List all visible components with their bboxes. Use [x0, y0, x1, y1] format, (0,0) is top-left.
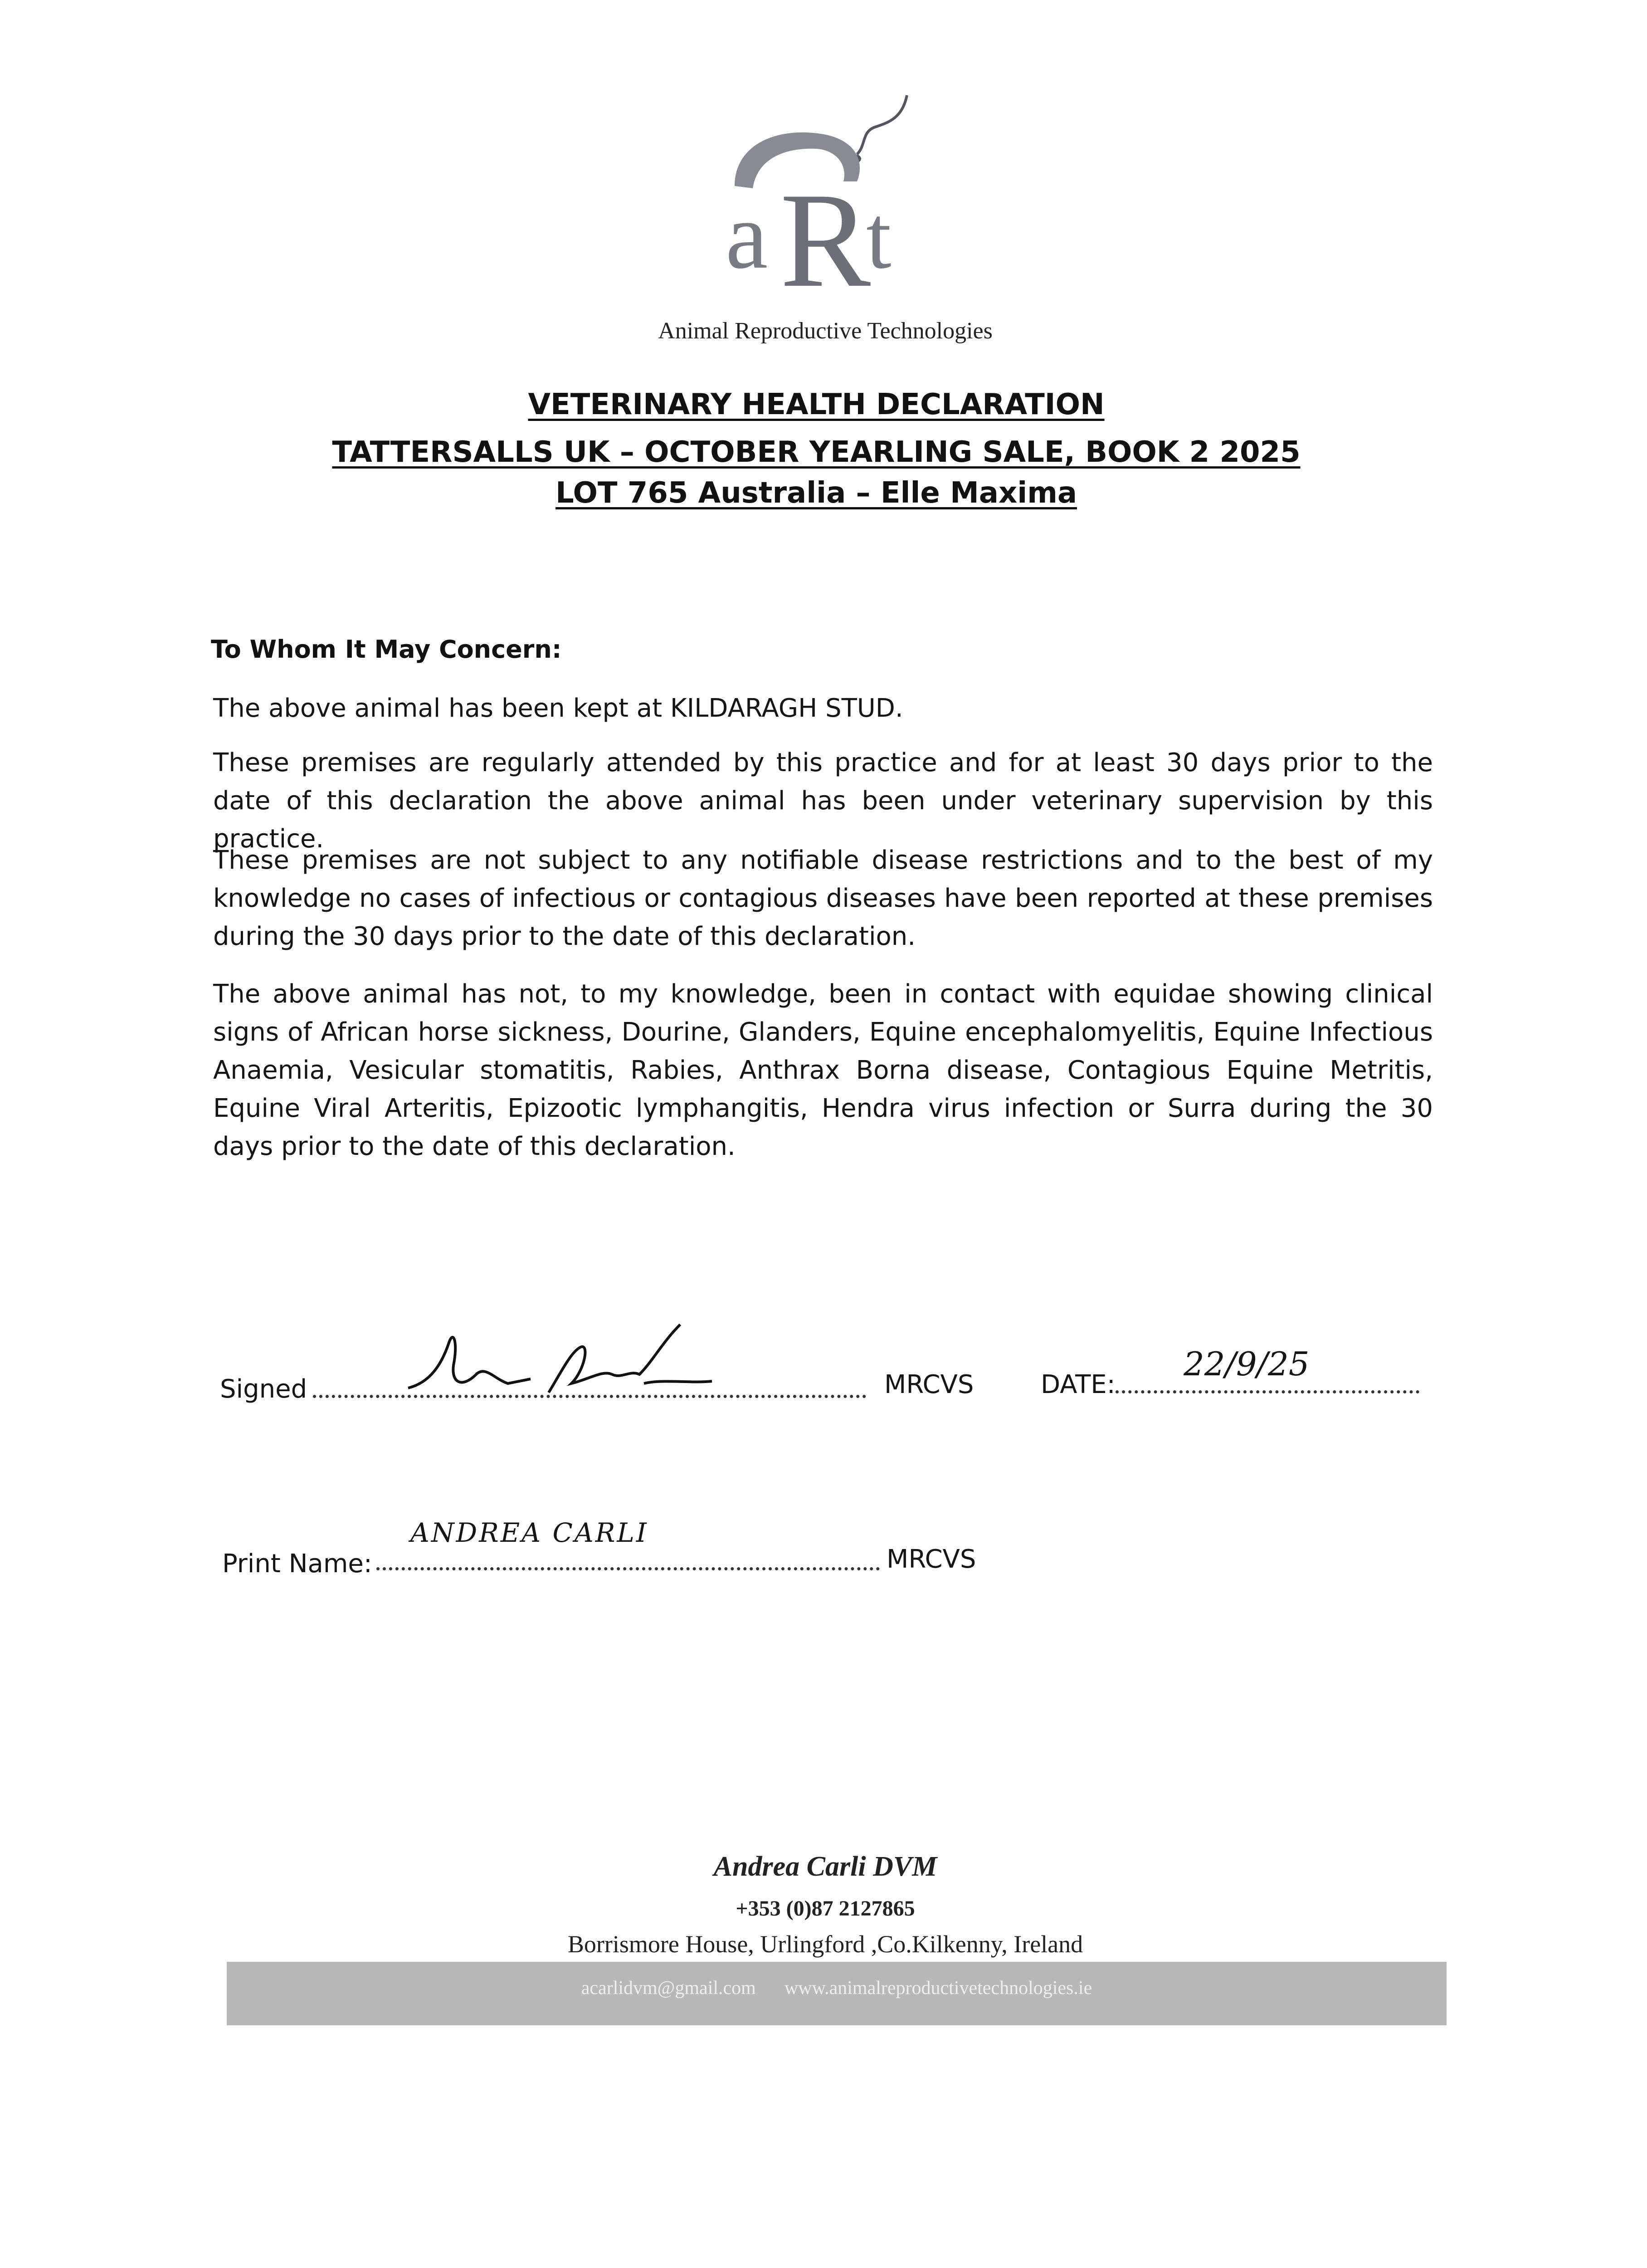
sale-title: TATTERSALLS UK – OCTOBER YEARLING SALE, BOOK 2 2025 — [332, 435, 1301, 469]
print-name-mrcvs-label: MRCVS — [887, 1545, 976, 1574]
footer-address: Borrismore House, Urlingford ,Co.Kilkenny, Ireland — [567, 1931, 1083, 1958]
footer-contact-text — [227, 1977, 1447, 1999]
art-logo — [707, 91, 943, 327]
logo-swoosh — [857, 95, 907, 154]
paragraph-premises: The above animal has been kept at KILDARAGH STUD. — [213, 694, 903, 723]
svg-text:R: R — [780, 165, 871, 315]
print-name-label: Print Name: — [222, 1549, 372, 1579]
handwritten-signature — [399, 1315, 726, 1406]
footer-website[interactable]: www.animalreproductivetechnologies.ie — [784, 1978, 1092, 1999]
footer-email[interactable]: acarlidvm@gmail.com — [581, 1978, 756, 1999]
svg-text:a: a — [726, 183, 768, 288]
date-dotted-line — [1116, 1390, 1419, 1393]
paragraph-restrictions: These premises are not subject to any notifiable disease restrictions and to the best of my knowledge no cases of infectious or contagious diseases have been reported at these premises during the 30 days prior to the date of this declaration. — [213, 846, 1433, 951]
lot-title: LOT 765 Australia – Elle Maxima — [555, 476, 1077, 510]
svg-text:t: t — [866, 187, 892, 288]
salutation: To Whom It May Concern: — [211, 635, 562, 664]
handwritten-date: 22/9/25 — [1184, 1345, 1310, 1383]
declaration-title: VETERINARY HEALTH DECLARATION — [528, 388, 1105, 421]
footer-contact-bar — [227, 1962, 1447, 2025]
signed-mrcvs-label: MRCVS — [884, 1370, 974, 1399]
print-name-dotted-line — [376, 1567, 880, 1570]
logo-caption: Animal Reproductive Technologies — [658, 318, 993, 344]
signed-label: Signed — [220, 1374, 307, 1404]
paragraph-supervision: These premises are regularly attended by this practice and for at least 30 days prior to the date of this declaration the above animal has been under veterinary supervision by this practice. — [213, 748, 1433, 854]
date-label: DATE: — [1041, 1370, 1116, 1399]
footer-phone: +353 (0)87 2127865 — [736, 1897, 915, 1921]
footer-name: Andrea Carli DVM — [713, 1851, 937, 1882]
paragraph-diseases: The above animal has not, to my knowledge, been in contact with equidae showing clinical signs of African horse sickness, Dourine, Glanders, Equine encephalomyelitis, Equine Infectious Anaemia, Vesicular stomatitis, Rabies, Anthrax Borna disease, Contagious Equine Metritis, Equine Viral Arteritis, Epizootic lymphangitis, Hendra virus infection or Surra during the 30 days prior to the date of this declaration. — [213, 979, 1433, 1161]
handwritten-print-name: ANDREA CARLI — [410, 1517, 648, 1548]
